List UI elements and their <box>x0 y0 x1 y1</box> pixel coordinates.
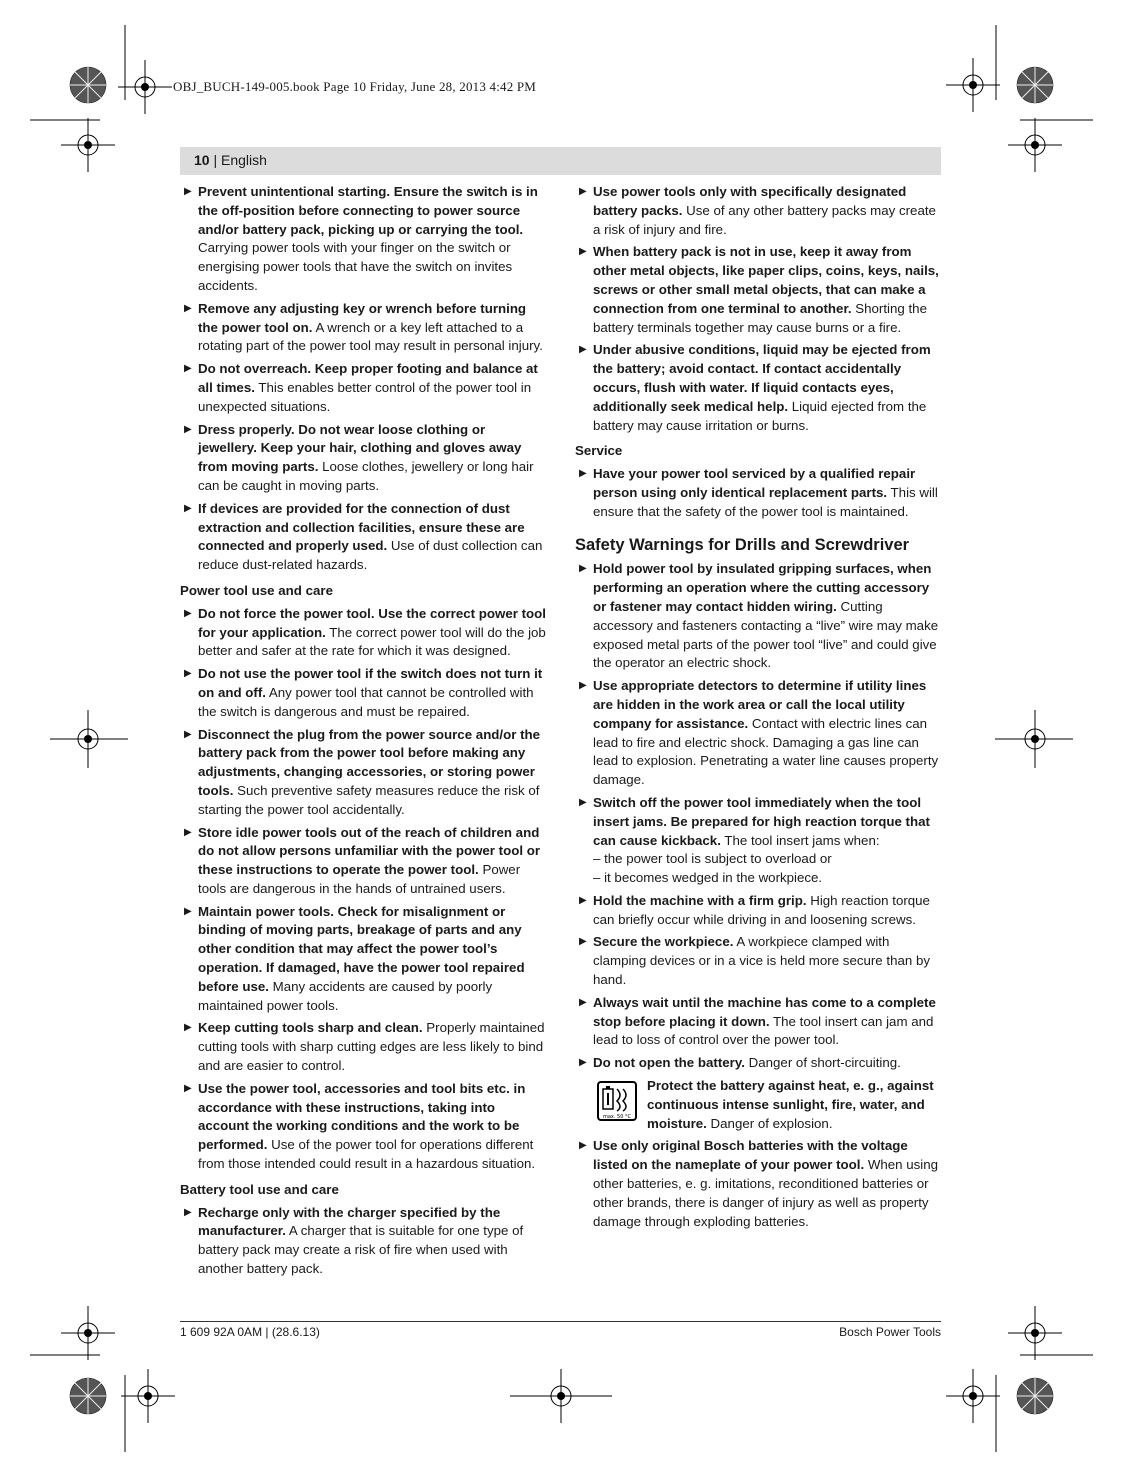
bullet-icon: ▶ <box>579 246 587 258</box>
bullet-item: ▶ Hold the machine with a firm grip. High reaction torque can briefly occur while driving in and loosening screws. <box>579 892 930 927</box>
bullet-icon: ▶ <box>579 563 587 575</box>
list <box>575 560 941 790</box>
bullet-item: ▶ Use only original Bosch batteries with the voltage listed on the nameplate of your power tool. When using other batteries, e. g. imitations, reconditioned batteries or other brands, there is danger of injury as well as property damage through exploding batteries. <box>579 1138 939 1229</box>
list <box>575 183 941 435</box>
bullet-item: ▶ Use power tools only with specifically designated battery packs. Use of any other battery packs may create a risk of injury and fire. <box>579 184 936 237</box>
bullet-item: ▶ Have your power tool serviced by a qualified repair person using only identical replacement parts. This will ensure that the safety of the power tool is maintained. <box>579 466 938 519</box>
bullet-item: ▶ When battery pack is not in use, keep it away from other metal objects, like paper clips, coins, keys, nails, screws or other small metal objects, that can make a connection from one terminal to another. Shorting the battery terminals together may cause burns or a fire. <box>579 244 939 335</box>
footer-doc-number: 1 609 92A 0AM | (28.6.13) <box>180 1325 320 1339</box>
bullet-item: ▶ Under abusive conditions, liquid may be ejected from the battery; avoid contact. If contact accidentally occurs, flush with water. If liquid contacts eyes, additionally seek medical help. Liquid ejected from the battery may cause irritation or burns. <box>579 342 931 433</box>
bullet-icon: ▶ <box>184 423 192 435</box>
left-column <box>180 183 546 1283</box>
right-column <box>575 183 941 1235</box>
svg-text:max. 50 °C: max. 50 °C <box>602 1114 632 1121</box>
list <box>575 892 941 1073</box>
bullet-icon: ▶ <box>184 186 192 197</box>
bullet-icon: ▶ <box>184 826 192 838</box>
bullet-icon: ▶ <box>579 996 587 1008</box>
bullet-icon: ▶ <box>579 1057 587 1069</box>
bullet-item: ▶ Prevent unintentional starting. Ensure the switch is in the off-position before connecting to power source and/or battery pack, picking up or carrying the tool. Carrying power tools with your finger on the switch or energising power tools that have the switch on invites accidents. <box>184 184 538 293</box>
bullet-item: ▶ Keep cutting tools sharp and clean. Properly maintained cutting tools with sharp cutting edges are less likely to bind and are easier to control. <box>184 1020 545 1074</box>
bullet-item: ▶ Disconnect the plug from the power source and/or the battery pack from the power tool before making any adjustments, changing accessories, or storing power tools. Such preventive safety measures reduce the risk of starting the power tool accidentally. <box>184 726 541 817</box>
section-heading: Battery tool use and care <box>180 1181 339 1197</box>
list <box>575 465 941 521</box>
bullet-item: ▶ Secure the workpiece. A workpiece clamped with clamping devices or in a vice is held more secure than by hand. <box>579 934 931 988</box>
bullet-icon: ▶ <box>579 186 587 197</box>
bullet-icon: ▶ <box>184 302 192 314</box>
dash-item: – the power tool is subject to overload or <box>593 851 832 867</box>
section-title: Safety Warnings for Drills and Screwdriver <box>575 535 910 554</box>
print-slug: OBJ_BUCH-149-005.book Page 10 Friday, June 28, 2013 4:42 PM <box>173 79 537 94</box>
bullet-item: ▶ Switch off the power tool immediately when the tool insert jams. Be prepared for high reaction torque that can cause kickback. The tool insert jams when: <box>579 794 930 848</box>
bullet-icon: ▶ <box>184 607 192 619</box>
bullet-icon: ▶ <box>579 796 587 808</box>
bullet-icon: ▶ <box>579 344 587 356</box>
bullet-icon: ▶ <box>579 936 587 948</box>
list <box>575 1137 941 1231</box>
footer-brand: Bosch Power Tools <box>839 1325 941 1339</box>
bullet-item: ▶ Use appropriate detectors to determine if utility lines are hidden in the work area or call the local utility company for assistance. Contact with electric lines can lead to fire and electric shock. Damaging a gas line can lead to explosion. Penetrating a water line causes property damage. <box>579 678 939 788</box>
list <box>180 183 546 575</box>
battery-temperature-icon <box>597 1081 637 1121</box>
bullet-item: ▶ Hold power tool by insulated gripping surfaces, when performing an operation where the cutting accessory or fastener may contact hidden wiring. Cutting accessory and fasteners contacting a “live” wire may make exposed metal parts of the power tool “live” and could give the operator an electric shock. <box>579 561 939 671</box>
bullet-icon: ▶ <box>184 668 192 680</box>
bullet-icon: ▶ <box>184 1206 192 1218</box>
section-heading: Service <box>575 443 623 459</box>
bullet-icon: ▶ <box>579 894 587 906</box>
bullet-item: ▶ Do not use the power tool if the switch does not turn it on and off. Any power tool that cannot be controlled with the switch is dangerous and must be repaired. <box>184 666 543 719</box>
bullet-icon: ▶ <box>579 680 587 692</box>
bullet-icon: ▶ <box>184 1082 192 1094</box>
bullet-item: ▶ If devices are provided for the connection of dust extraction and collection facilities, ensure these are connected and properly used. Use of dust collection can reduce dust-related hazards. <box>184 500 543 573</box>
bullet-item: ▶ Do not force the power tool. Use the correct power tool for your application. The correct power tool will do the job better and safer at the rate for which it was designed. <box>184 605 546 659</box>
page-header-bar <box>180 147 941 175</box>
section-heading: Power tool use and care <box>180 582 333 598</box>
list <box>180 1204 546 1279</box>
bullet-item: ▶ Maintain power tools. Check for misalignment or binding of moving parts, breakage of parts and any other condition that may affect the power tool’s operation. If damaged, have the power tool repaired before use. Many accidents are caused by poorly maintained power tools. <box>184 903 525 1013</box>
bullet-item: ▶ Always wait until the machine has come to a complete stop before placing it down. The tool insert can jam and lead to loss of control over the power tool. <box>579 994 936 1048</box>
footer-rule <box>180 1321 941 1322</box>
bullet-icon: ▶ <box>184 363 192 375</box>
bullet-icon: ▶ <box>184 1022 192 1034</box>
bullet-icon: ▶ <box>579 468 587 480</box>
page-header: 10 | English <box>194 152 267 168</box>
bullet-icon: ▶ <box>184 728 192 740</box>
heat-warning: max. 50 °C Protect the battery against heat, e. g., against continuous intense sunlight, fire, water, and moisture. Danger of explosion. <box>575 1077 941 1133</box>
bullet-icon: ▶ <box>184 502 192 514</box>
bullet-item: ▶ Use the power tool, accessories and tool bits etc. in accordance with these instructions, taking into account the working conditions and the work to be performed. Use of the power tool for operations different from those intended could result in a hazardous situation. <box>184 1080 536 1172</box>
bullet-item: ▶ Do not open the battery. Danger of short-circuiting. <box>575 1054 941 1073</box>
bullet-icon: ▶ <box>579 1140 587 1152</box>
dash-item: – it becomes wedged in the workpiece. <box>593 870 823 886</box>
bullet-item: ▶ Store idle power tools out of the reach of children and do not allow persons unfamiliar with the power tool or these instructions to operate the power tool. Power tools are dangerous in the hands of untrained users. <box>184 824 541 896</box>
bullet-item: ▶ Remove any adjusting key or wrench before turning the power tool on. A wrench or a key left attached to a rotating part of the power tool may result in personal injury. <box>184 300 543 354</box>
bullet-item: ▶ Dress properly. Do not wear loose clothing or jewellery. Keep your hair, clothing and gloves away from moving parts. Loose clothes, jewellery or long hair can be caught in moving parts. <box>184 421 534 493</box>
bullet-item: ▶ Recharge only with the charger specified by the manufacturer. A charger that is suitable for one type of battery pack may create a risk of fire when used with another battery pack. <box>184 1204 524 1277</box>
bullet-icon: ▶ <box>184 905 192 917</box>
bullet-item: ▶ Do not overreach. Keep proper footing and balance at all times. This enables better control of the power tool in unexpected situations. <box>184 361 538 414</box>
language-label: English <box>221 152 267 168</box>
page-number: 10 <box>194 152 210 168</box>
list <box>180 605 546 1174</box>
